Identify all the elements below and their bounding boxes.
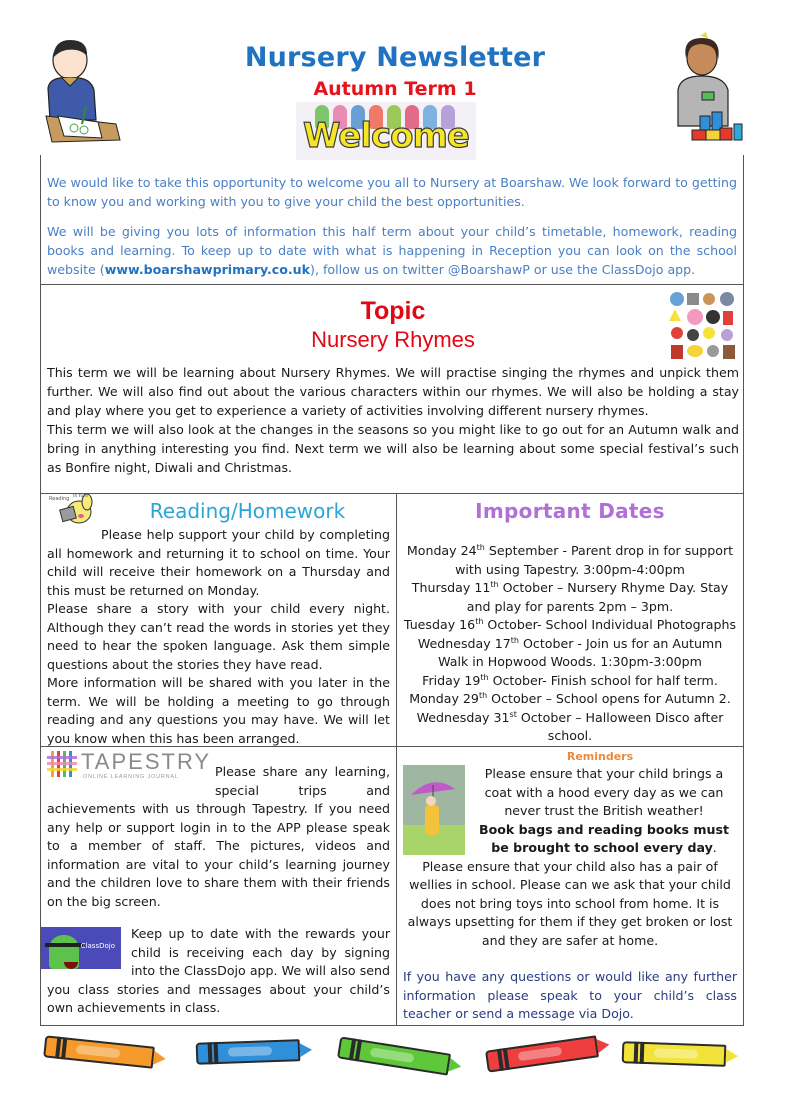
meeting-paragraph: More information will be shared with you later in the term. We will be holding a meeting to go through reading and any questions you may have. We will let you know when this has been arranged.: [47, 675, 390, 746]
date-item: Wednesday 17th October - Join us for an Autumn Walk in Hopwood Woods. 1:30pm-3:00pm: [417, 635, 723, 669]
reminders-heading: Reminders: [566, 750, 634, 763]
tapestry-logo: [45, 749, 212, 783]
date-item: Monday 24th September - Parent drop in for support with using Tapestry. 3:00pm-4:00pm: [406, 542, 734, 577]
newsletter-header: [0, 0, 790, 160]
topic-description: [47, 363, 739, 477]
info-grid: [40, 493, 744, 1026]
reading-homework-text: [47, 526, 390, 746]
yellow-crayon-icon: [622, 1041, 727, 1067]
tapestry-weave-icon: [47, 751, 77, 777]
intro-paragraph-welcome: We would like to take this opportunity to welcome you all to Nursery at Boarshaw. We look forward to getting to know you and working with you to give your child the best opportunities.: [47, 175, 737, 209]
intro-section: [40, 155, 744, 285]
dates-list: [401, 542, 739, 746]
classdojo-text: Keep up to date with the rewards your child is receiving each day by signing into the ClassDojo app. We will also send you class stories and messages about your child’s own achievements in class.: [47, 926, 390, 1015]
date-item: Friday 19th October- Finish school for half term.: [422, 672, 718, 688]
classdojo-block: [47, 925, 390, 1018]
important-dates-heading: Important Dates: [475, 499, 665, 523]
crayon-border-decoration: [40, 1035, 750, 1080]
contact-note: If you have any questions or would like any further information please speak to your child’s class teacher or send a message via Dojo.: [403, 969, 737, 1021]
svg-text:Reading: Reading: [49, 496, 70, 502]
school-website-link[interactable]: www.boarshawprimary.co.uk: [104, 262, 311, 277]
welcome-banner-image: [296, 102, 476, 160]
term-subtitle: Autumn Term 1: [313, 78, 477, 100]
welcome-word: Welcome: [302, 116, 469, 156]
book-bag-reminder: Book bags and reading books must be brought to school every day.: [478, 821, 730, 855]
nursery-rhyme-characters-image: [667, 289, 739, 363]
classdojo-logo: [41, 927, 121, 969]
tapestry-text: Please share any learning, special trips and achievements with us through Tapestry. If you need any help or support login in to the APP please speak to a member of staff. The pictures, videos and information are vital to your child’s learning journey and the children love to share them with their friends on the big screen.: [47, 764, 390, 909]
reading-homework-section: [41, 494, 396, 746]
wellies-toys-reminder: Please ensure that your child also has a pair of wellies in school. Please can we ask that your child does not bring toys into school from home. It is always upsetting for them if they get broken or lost and they are safer at home.: [407, 858, 733, 948]
topic-subheading: Nursery Rhymes: [311, 327, 475, 352]
topic-section: [40, 284, 744, 494]
intro-text: We will be giving you lots of information this half term about your child’s timetable, homework, reading books and learning. To keep up to date with what is happening in Reception you can look on the school website (: [47, 224, 737, 277]
important-dates-section: [397, 494, 743, 746]
reading-homework-heading: Reading/Homework: [149, 499, 346, 523]
intro-paragraph-info: [47, 222, 737, 279]
blue-crayon-icon: [196, 1039, 301, 1065]
reminders-section: [397, 747, 743, 1025]
date-item: Monday 29th October – School opens for Autumn 2.: [409, 690, 731, 706]
tapestry-classdojo-section: [41, 747, 396, 1025]
homework-paragraph: Please help support your child by completing all homework and returning it to school on time. Your child will receive their homework on a Thursday and this must be returned on Monday.: [47, 527, 390, 598]
child-with-umbrella-image: [403, 765, 465, 855]
date-item: Thursday 11th October – Nursery Rhyme Day. Stay and play for parents 2pm – 3pm.: [411, 579, 729, 614]
dojo-monster-icon: [49, 935, 79, 969]
coat-reminder: Please ensure that your child brings a coat with a hood every day as we can never trust the British weather!: [484, 766, 724, 818]
tapestry-tagline: ONLINE LEARNING JOURNAL: [83, 774, 179, 780]
tapestry-wordmark: TAPESTRY: [81, 749, 212, 774]
green-crayon-icon: [337, 1036, 451, 1075]
date-item: Wednesday 31st October – Halloween Disco after school.: [416, 709, 724, 743]
story-paragraph: Please share a story with your child every night. Although they can’t read the words in stories yet they need to hear the spoken language. Ask them simple questions about the stories they have read.: [47, 601, 390, 672]
red-crayon-icon: [485, 1035, 599, 1072]
intro-text-end: ), follow us on twitter @BoarshawP or use the ClassDojo app.: [310, 262, 696, 277]
girl-building-blocks-illustration: [662, 32, 746, 144]
date-item: Tuesday 16th October- School Individual Photographs: [403, 616, 737, 632]
reading-dog-icon: [47, 494, 99, 522]
topic-heading: Topic: [360, 297, 426, 325]
svg-text:is fun!: is fun!: [73, 494, 89, 499]
topic-paragraph-1: This term we will be learning about Nursery Rhymes. We will practise singing the rhymes and unpick them further. We will also find out about the various characters within our rhymes. We will also be holding a stay and play where you get to experience a variety of activities involving different nursery rhymes.: [47, 365, 739, 418]
newsletter-title: Nursery Newsletter: [244, 42, 546, 73]
classdojo-logo-label: ClassDojo: [80, 942, 115, 950]
orange-crayon-icon: [43, 1035, 155, 1068]
topic-paragraph-2: This term we will also look at the changes in the seasons so you might like to go out for an Autumn walk and bring in anything interesting you find. Next term we will also be learning about some special festival’s such as Bonfire night, Diwali and Christmas.: [47, 422, 739, 475]
